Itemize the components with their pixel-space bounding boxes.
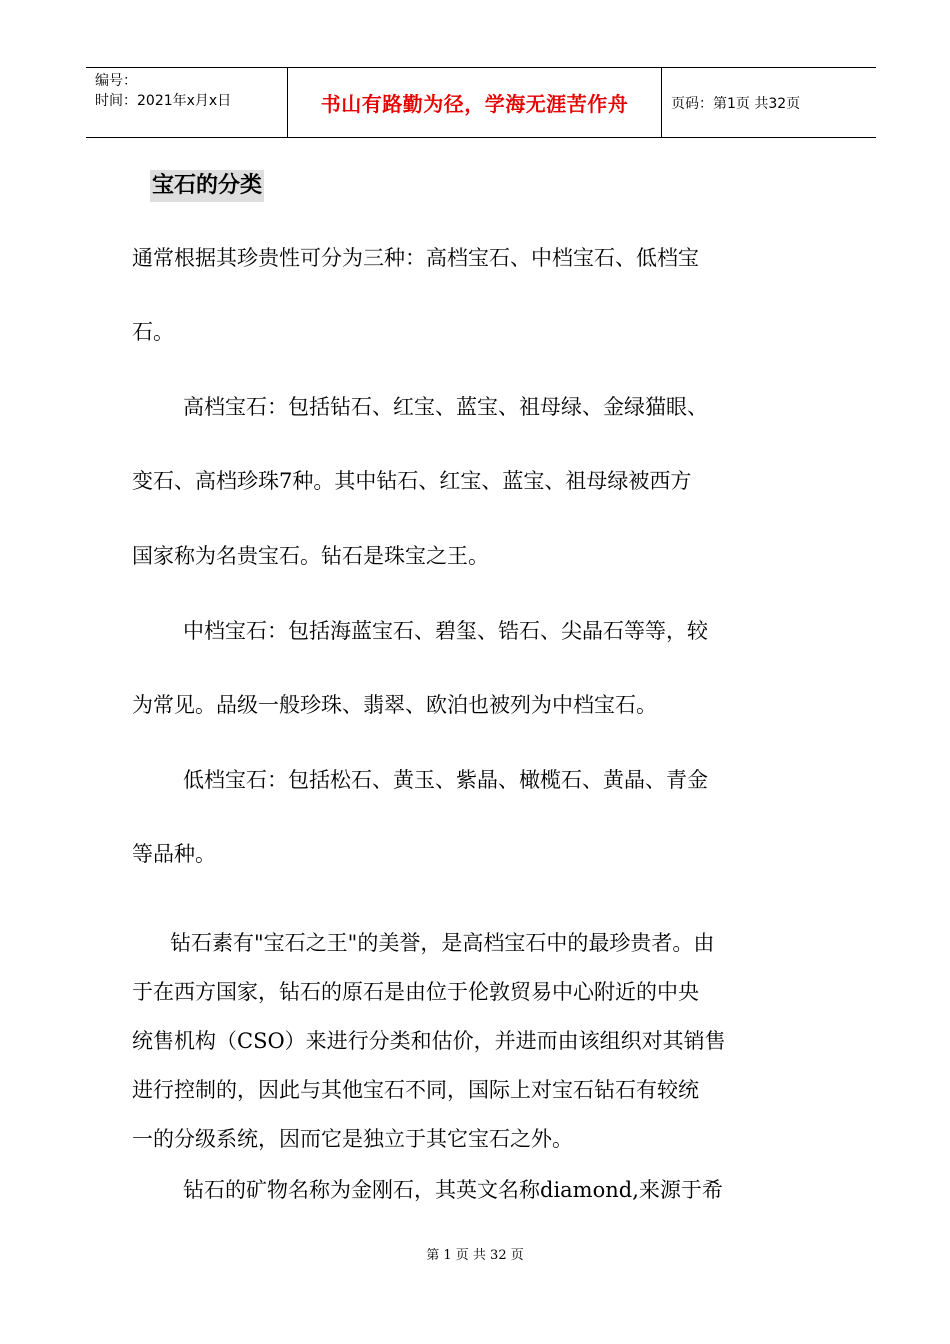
page-footer: 第 1 页 共 32 页 [426, 1248, 524, 1263]
paragraph-line: 变石、高档珍珠7种。其中钻石、红宝、蓝宝、祖母绿被西方 [132, 469, 692, 493]
paragraph-line: 钻石的矿物名称为金刚石，其英文名称diamond,来源于希 [183, 1178, 723, 1202]
paragraph-line: 等品种。 [132, 842, 216, 866]
paragraph-line: 通常根据其珍贵性可分为三种：高档宝石、中档宝石、低档宝 [132, 246, 699, 270]
paragraph-line: 低档宝石：包括松石、黄玉、紫晶、橄榄石、黄晶、青金 [183, 768, 708, 792]
paragraph-line: 于在西方国家，钻石的原石是由位于伦敦贸易中心附近的中央 [132, 980, 699, 1004]
paragraph-line: 石。 [132, 320, 174, 344]
header-page-info-cell [662, 68, 876, 137]
header-motto: 书山有路勤为径，学海无涯苦作舟 [320, 92, 629, 116]
paragraph-line: 国家称为名贵宝石。钻石是珠宝之王。 [132, 544, 489, 568]
paragraph-line: 进行控制的，因此与其他宝石不同，国际上对宝石钻石有较统 [132, 1078, 699, 1102]
header-meta [86, 68, 288, 137]
page-header [86, 67, 876, 138]
header-time: 时间：2021年x月x日 [95, 93, 232, 109]
paragraph-line: 钻石素有"宝石之王"的美誉，是高档宝石中的最珍贵者。由 [170, 931, 715, 955]
document-title: 宝石的分类 [150, 170, 264, 202]
header-page-info: 页码：第1页 共32页 [671, 95, 801, 112]
header-number: 编号： [95, 73, 137, 89]
paragraph-line: 一的分级系统，因而它是独立于其它宝石之外。 [132, 1127, 573, 1151]
paragraph-line: 统售机构（CSO）来进行分类和估价，并进而由该组织对其销售 [132, 1029, 726, 1053]
paragraph-line: 高档宝石：包括钻石、红宝、蓝宝、祖母绿、金绿猫眼、 [183, 395, 708, 419]
paragraph-line: 为常见。品级一般珍珠、翡翠、欧泊也被列为中档宝石。 [132, 693, 657, 717]
header-motto-cell [288, 68, 662, 137]
paragraph-line: 中档宝石：包括海蓝宝石、碧玺、锆石、尖晶石等等，较 [183, 619, 708, 643]
